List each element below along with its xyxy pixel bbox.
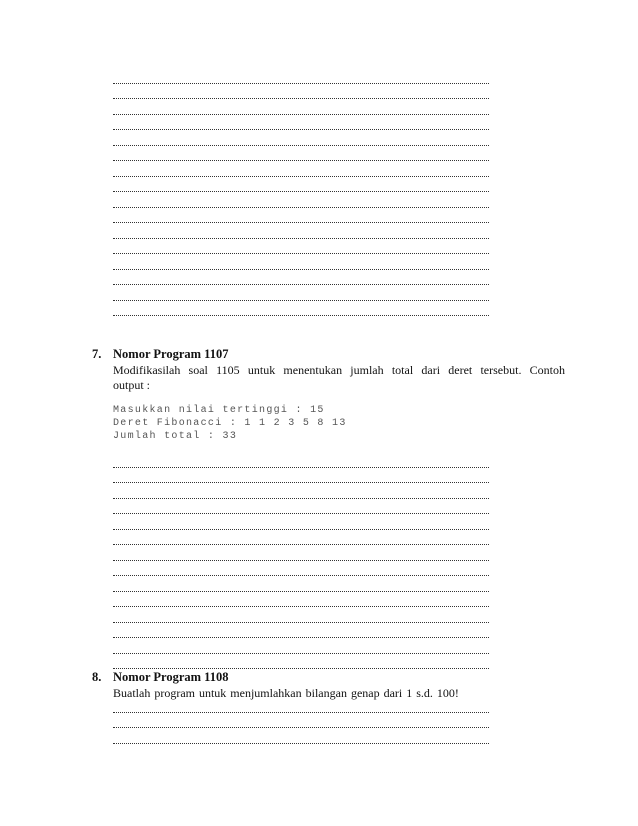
question-title: Nomor Program 1107 — [113, 347, 229, 361]
answer-line — [113, 259, 489, 270]
question-number: 8. — [92, 670, 102, 684]
answer-line — [113, 119, 489, 130]
question-text: Modifikasilah soal 1105 untuk menentukan jumlah total dari deret tersebut. Contoh — [113, 363, 565, 377]
answer-line — [113, 503, 489, 514]
question-text: Buatlah program untuk menjumlahkan bilangan genap dari 1 s.d. 100! — [113, 686, 459, 700]
answer-line — [113, 150, 489, 161]
answer-line — [113, 73, 489, 84]
question-text-cont: output : — [113, 378, 151, 392]
answer-line — [113, 519, 489, 530]
answer-line — [113, 290, 489, 301]
answer-line — [113, 565, 489, 576]
answer-line — [113, 627, 489, 638]
answer-line — [113, 197, 489, 208]
answer-line — [113, 550, 489, 561]
answer-line — [113, 581, 489, 592]
answer-line — [113, 135, 489, 146]
answer-line — [113, 305, 489, 316]
answer-line — [113, 596, 489, 607]
code-line: Masukkan nilai tertinggi : 15 — [113, 405, 325, 416]
code-line: Jumlah total : 33 — [113, 431, 238, 442]
answer-line — [113, 643, 489, 654]
answer-line — [113, 472, 489, 483]
question-number: 7. — [92, 347, 102, 361]
answer-line — [113, 88, 489, 99]
answer-line — [113, 733, 489, 744]
question-title: Nomor Program 1108 — [113, 670, 229, 684]
answer-line — [113, 212, 489, 223]
answer-line — [113, 488, 489, 499]
answer-line — [113, 702, 489, 713]
code-line: Deret Fibonacci : 1 1 2 3 5 8 13 — [113, 418, 347, 429]
answer-line — [113, 166, 489, 177]
answer-line — [113, 658, 489, 669]
answer-line — [113, 228, 489, 239]
answer-line — [113, 457, 489, 468]
answer-line — [113, 534, 489, 545]
answer-line — [113, 612, 489, 623]
answer-line — [113, 717, 489, 728]
answer-line — [113, 274, 489, 285]
answer-line — [113, 181, 489, 192]
answer-line — [113, 104, 489, 115]
answer-line — [113, 243, 489, 254]
